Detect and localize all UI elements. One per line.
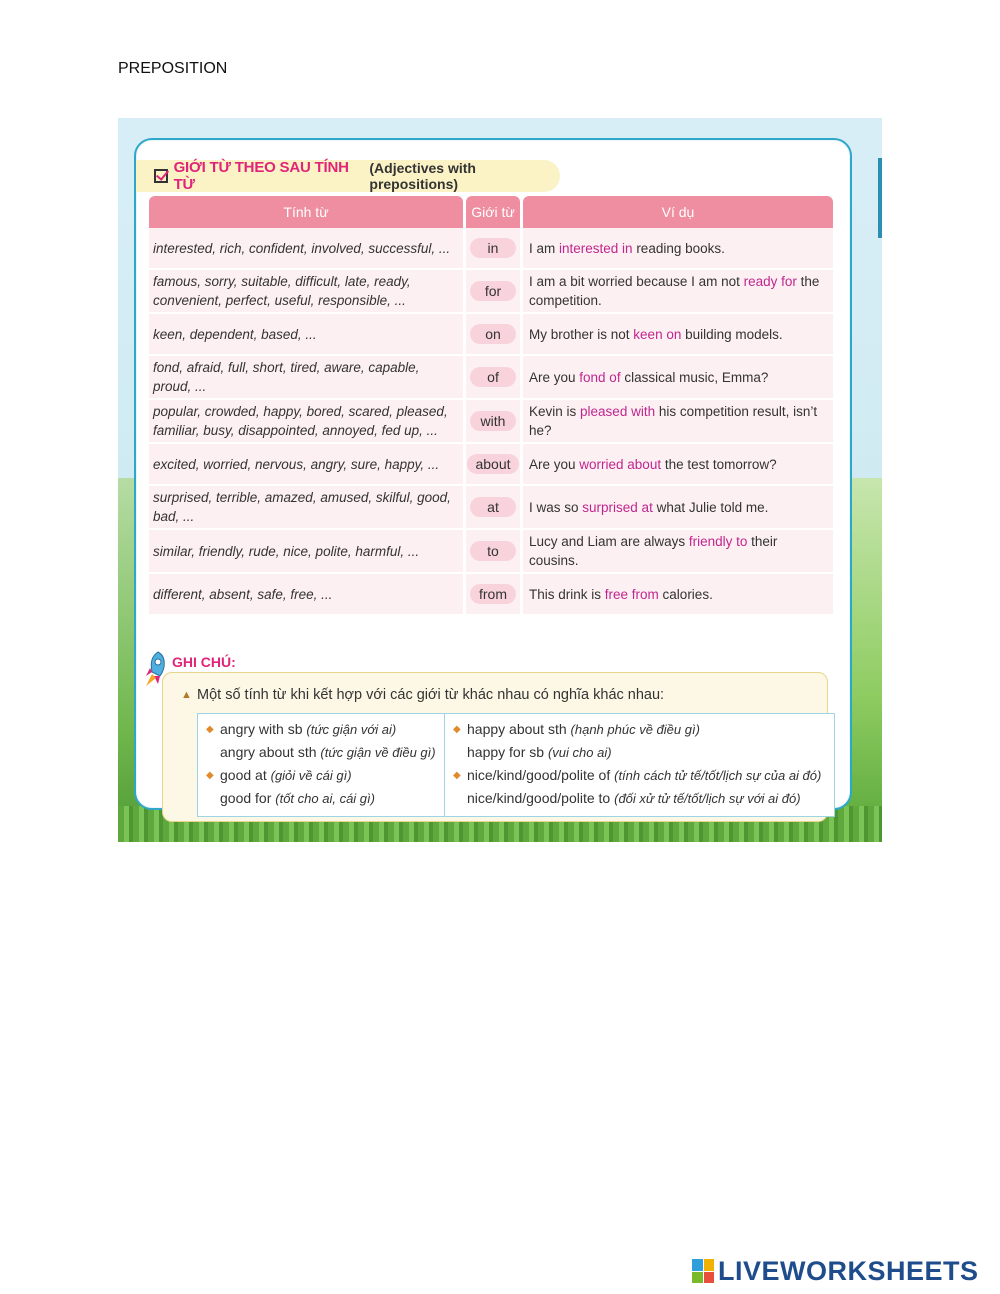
- adjective-cell: fond, afraid, full, short, tired, aware, capable, proud, ...: [149, 356, 463, 400]
- example-cell: I am interested in reading books.: [523, 228, 833, 270]
- preposition-pill: for: [470, 281, 516, 301]
- highlighted-phrase: ready for: [743, 274, 797, 289]
- adjective-cell: different, absent, safe, free, ...: [149, 574, 463, 616]
- highlighted-phrase: friendly to: [688, 534, 748, 549]
- adjective-cell: keen, dependent, based, ...: [149, 314, 463, 356]
- checkbox-icon: [154, 169, 168, 183]
- logo-text: LIVEWORKSHEETS: [718, 1255, 979, 1286]
- adjective-cell: excited, worried, nervous, angry, sure, happy, ...: [149, 444, 463, 486]
- liveworksheets-logo: [692, 1256, 979, 1286]
- example-cell: Lucy and Liam are always friendly to their cousins.: [523, 530, 833, 574]
- highlighted-phrase: interested in: [559, 240, 633, 256]
- logo-icon: [692, 1259, 714, 1283]
- note-box: [162, 672, 828, 822]
- preposition-pill: of: [470, 367, 516, 387]
- example-cell: This drink is free from calories.: [523, 574, 833, 616]
- note-intro: ▲ Một số tính từ khi kết hợp với các giới từ khác nhau có nghĩa khác nhau:: [181, 687, 665, 703]
- card-title-vi: GIỚI TỪ THEO SAU TÍNH TỪ: [173, 159, 349, 193]
- preposition-pill: at: [470, 497, 516, 517]
- highlighted-phrase: surprised at: [582, 499, 653, 515]
- example-cell: Are you worried about the test tomorrow?: [523, 444, 833, 486]
- note-item: ◆ good at (giỏi về cái gì): [206, 764, 436, 787]
- example-cell: Kevin is pleased with his competition result, isn’t he?: [523, 400, 833, 444]
- adjective-cell: interested, rich, confident, involved, successful, ...: [149, 228, 463, 270]
- preposition-pill: from: [470, 584, 516, 604]
- highlighted-phrase: free from: [604, 586, 659, 602]
- header-example: Ví dụ: [523, 196, 833, 228]
- table-row: [149, 574, 833, 616]
- diamond-bullet-icon: ◆: [206, 724, 214, 735]
- note-section: [146, 654, 826, 806]
- example-cell: I was so surprised at what Julie told me.: [523, 486, 833, 530]
- table-row: [149, 270, 833, 314]
- note-item: nice/kind/good/polite to (đối xử tử tế/tốt/lịch sự với ai đó): [467, 790, 801, 806]
- page-title: PREPOSITION: [118, 60, 228, 77]
- example-cell: I am a bit worried because I am not ready for the competition.: [523, 270, 833, 314]
- table-row: [149, 486, 833, 530]
- table-row: [149, 444, 833, 486]
- example-cell: My brother is not keen on building models.: [523, 314, 833, 356]
- preposition-pill: about: [467, 454, 518, 474]
- adjective-cell: famous, sorry, suitable, difficult, late, ready, convenient, perfect, useful, responsible, ...: [149, 270, 463, 314]
- table-row: [149, 400, 833, 444]
- preposition-pill: with: [470, 411, 516, 431]
- highlighted-phrase: worried about: [579, 456, 662, 472]
- lesson-card: [134, 138, 852, 810]
- highlighted-phrase: fond of: [579, 369, 621, 385]
- note-item: ◆ angry with sb (tức giận với ai): [206, 718, 436, 741]
- card-title: [136, 160, 560, 192]
- table-row: [149, 314, 833, 356]
- note-item: ◆ nice/kind/good/polite of (tính cách tử tế/tốt/lịch sự của ai đó): [453, 764, 826, 787]
- table-row: [149, 530, 833, 574]
- adjective-cell: similar, friendly, rude, nice, polite, harmful, ...: [149, 530, 463, 574]
- diamond-bullet-icon: ◆: [453, 770, 461, 781]
- preposition-pill: on: [470, 324, 516, 344]
- preposition-pill: in: [470, 238, 516, 258]
- note-column-left: [197, 713, 445, 817]
- card-title-en: (Adjectives with prepositions): [369, 160, 476, 192]
- example-cell: Are you fond of classical music, Emma?: [523, 356, 833, 400]
- note-item: ◆ happy about sth (hạnh phúc về điều gì): [453, 718, 826, 741]
- table-row: [149, 228, 833, 270]
- note-column-right: [445, 713, 835, 817]
- note-item: happy for sb (vui cho ai): [467, 744, 612, 760]
- note-item: angry about sth (tức giận về điều gì): [220, 744, 436, 760]
- table-row: [149, 356, 833, 400]
- note-item: good for (tốt cho ai, cái gì): [220, 790, 375, 806]
- note-title: GHI CHÚ:: [172, 654, 236, 670]
- header-prep: Giới từ: [466, 196, 520, 228]
- adjective-cell: popular, crowded, happy, bored, scared, pleased, familiar, busy, disappointed, annoyed, fed up, ...: [149, 400, 463, 444]
- adjective-cell: surprised, terrible, amazed, amused, skilful, good, bad, ...: [149, 486, 463, 530]
- header-adj: Tính từ: [149, 196, 463, 228]
- lesson-image: [118, 118, 882, 842]
- highlighted-phrase: keen on: [633, 326, 682, 342]
- preposition-pill: to: [470, 541, 516, 561]
- diamond-bullet-icon: ◆: [453, 724, 461, 735]
- highlighted-phrase: pleased with: [580, 404, 656, 419]
- bell-icon: ▲: [181, 689, 192, 701]
- preposition-table: [146, 196, 836, 616]
- diamond-bullet-icon: ◆: [206, 770, 214, 781]
